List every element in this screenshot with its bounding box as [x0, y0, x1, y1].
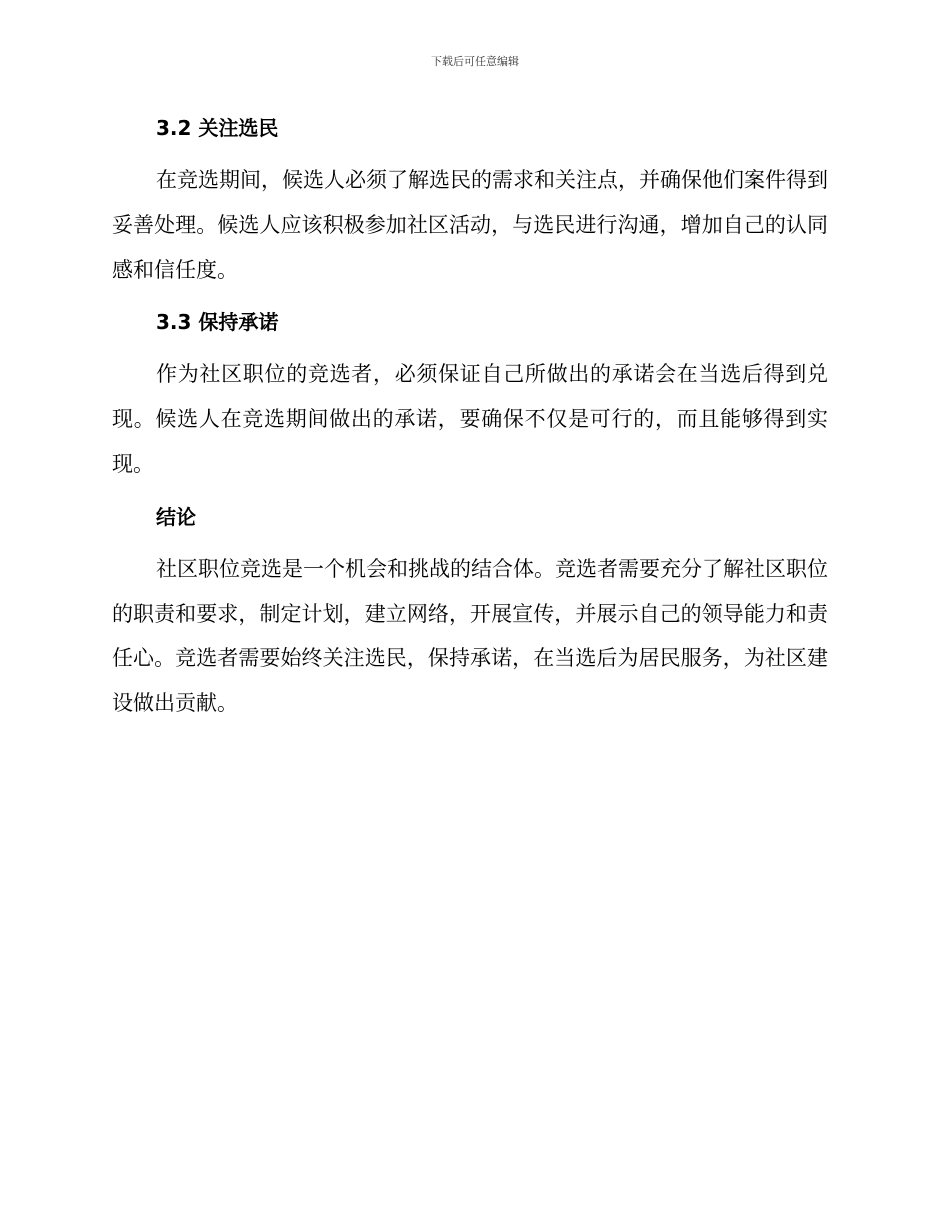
section-paragraph-3-3: 作为社区职位的竞选者，必须保证自己所做出的承诺会在当选后得到兑现。候选人在竞选期间做出的承诺，要确保不仅是可行的，而且能够得到实现。 [112, 362, 828, 476]
section-heading-3-3: 3.3 保持承诺 [156, 310, 279, 335]
section-paragraph-conclusion: 社区职位竞选是一个机会和挑战的结合体。竞选者需要充分了解社区职位的职责和要求，制定计划，建立网络，开展宣传，并展示自己的领导能力和责任心。竞选者需要始终关注选民，保持承诺，在当选后为居民服务，为社区建设做出贡献。 [112, 556, 828, 716]
page-header: 下载后可任意编辑 [431, 55, 519, 68]
document-body [112, 110, 828, 726]
section-heading-3-2: 3.2 关注选民 [156, 116, 279, 140]
section-heading-conclusion: 结论 [156, 504, 196, 529]
section-paragraph-3-2: 在竞选期间，候选人必须了解选民的需求和关注点，并确保他们案件得到妥善处理。候选人应该积极参加社区活动，与选民进行沟通，增加自己的认同感和信任度。 [112, 168, 828, 282]
